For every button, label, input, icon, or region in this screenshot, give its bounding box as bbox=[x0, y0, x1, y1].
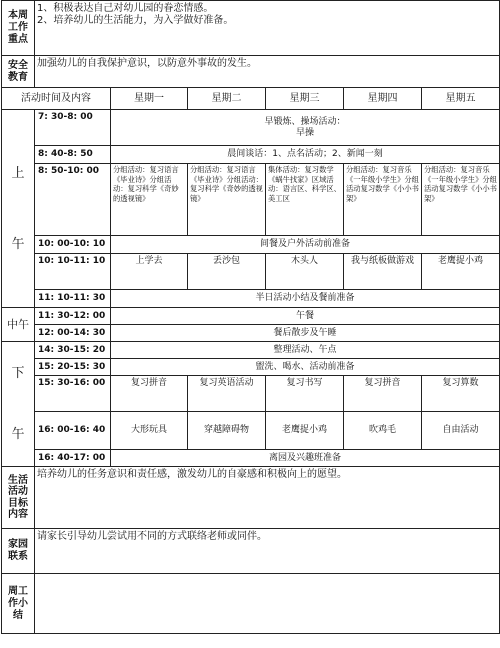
period-morning: 上 午 bbox=[2, 110, 35, 308]
day-header-wed: 星期三 bbox=[266, 88, 344, 110]
time-slot: 11: 10-11: 30 bbox=[35, 290, 111, 308]
review-cell-thu: 复习拼音 bbox=[344, 376, 422, 412]
summary-content bbox=[35, 574, 500, 634]
time-slot: 8: 50-10: 00 bbox=[35, 164, 111, 236]
activity-morning-talk: 晨间谈话：1、点名活动；2、新闻一刻 bbox=[111, 146, 500, 164]
game-cell-tue: 丢沙包 bbox=[188, 254, 266, 290]
schedule-row-4 bbox=[2, 236, 500, 254]
schedule-row-7 bbox=[2, 308, 500, 325]
home-contact-label: 家园 联系 bbox=[2, 529, 35, 574]
safety-row bbox=[2, 56, 500, 88]
day-header-tue: 星期二 bbox=[188, 88, 266, 110]
schedule-row-2 bbox=[2, 146, 500, 164]
activity-morning-exercise: 早锻炼、操场活动： 早操 bbox=[111, 110, 500, 146]
review-cell-fri: 复习算数 bbox=[422, 376, 500, 412]
focus-row bbox=[2, 1, 500, 56]
game-cell-thu: 我与纸板做游戏 bbox=[344, 254, 422, 290]
day-header-thu: 星期四 bbox=[344, 88, 422, 110]
play-cell-wed: 老鹰捉小鸡 bbox=[266, 412, 344, 450]
review-cell-mon: 复习拼音 bbox=[111, 376, 188, 412]
time-slot: 10: 00-10: 10 bbox=[35, 236, 111, 254]
schedule-row-5 bbox=[2, 254, 500, 290]
home-contact-content: 请家长引导幼儿尝试用不同的方式联络老师或同伴。 bbox=[35, 529, 500, 574]
game-cell-wed: 木头人 bbox=[266, 254, 344, 290]
home-contact-row bbox=[2, 529, 500, 574]
activity-cell-tue: 分组活动：复习语言《毕业诗》分组活动：复习科学《奇妙的透视镜》 bbox=[188, 164, 266, 236]
activity-departure: 离园及兴趣班准备 bbox=[111, 450, 500, 467]
schedule-row-13 bbox=[2, 450, 500, 467]
activity-snack-prep: 间餐及户外活动前准备 bbox=[111, 236, 500, 254]
time-slot: 14: 30-15: 20 bbox=[35, 342, 111, 359]
schedule-row-11 bbox=[2, 376, 500, 412]
schedule-row-6 bbox=[2, 290, 500, 308]
time-slot: 11: 30-12: 00 bbox=[35, 308, 111, 325]
activity-wash-prep: 盥洗、喝水、活动前准备 bbox=[111, 359, 500, 376]
focus-content: 1、积极表达自己对幼儿园的眷恋情感。 2、培养幼儿的生活能力，为入学做好准备。 bbox=[35, 1, 500, 56]
review-cell-wed: 复习书写 bbox=[266, 376, 344, 412]
play-cell-tue: 穿越障碍物 bbox=[188, 412, 266, 450]
safety-label: 安全 教育 bbox=[2, 56, 35, 88]
game-cell-mon: 上学去 bbox=[111, 254, 188, 290]
schedule-row-12 bbox=[2, 412, 500, 450]
weekly-plan-table bbox=[1, 0, 500, 634]
focus-label: 本周 工作 重点 bbox=[2, 1, 35, 56]
life-goals-content: 培养幼儿的任务意识和责任感，激发幼儿的自豪感和积极向上的愿望。 bbox=[35, 467, 500, 529]
period-afternoon: 下 午 bbox=[2, 342, 35, 467]
time-slot: 10: 10-11: 10 bbox=[35, 254, 111, 290]
summary-row bbox=[2, 574, 500, 634]
time-slot: 15: 30-16: 00 bbox=[35, 376, 111, 412]
time-slot: 16: 40-17: 00 bbox=[35, 450, 111, 467]
day-header-fri: 星期五 bbox=[422, 88, 500, 110]
review-cell-tue: 复习英语活动 bbox=[188, 376, 266, 412]
day-header-mon: 星期一 bbox=[111, 88, 188, 110]
schedule-row-10 bbox=[2, 359, 500, 376]
time-slot: 12: 00-14: 30 bbox=[35, 325, 111, 342]
activity-cell-mon: 分组活动：复习语言《毕业诗》分组活动：复习科学《奇妙的透视镜》 bbox=[111, 164, 188, 236]
activity-cell-thu: 分组活动：复习音乐《一年级小学生》分组活动复习数学《小小书架》 bbox=[344, 164, 422, 236]
schedule-row-1 bbox=[2, 110, 500, 146]
period-noon: 中午 bbox=[2, 308, 35, 342]
safety-content: 加强幼儿的自我保护意识，以防意外事故的发生。 bbox=[35, 56, 500, 88]
header-row bbox=[2, 88, 500, 110]
play-cell-thu: 吹鸡毛 bbox=[344, 412, 422, 450]
life-goals-label: 生活 活动 目标 内容 bbox=[2, 467, 35, 529]
schedule-row-3 bbox=[2, 164, 500, 236]
activity-half-day-summary: 半日活动小结及餐前准备 bbox=[111, 290, 500, 308]
activity-lunch: 午餐 bbox=[111, 308, 500, 325]
schedule-row-9 bbox=[2, 342, 500, 359]
activity-nap: 餐后散步及午睡 bbox=[111, 325, 500, 342]
time-slot: 16: 00-16: 40 bbox=[35, 412, 111, 450]
time-column-header: 活动时间及内容 bbox=[2, 88, 111, 110]
activity-cell-fri: 分组活动：复习音乐《一年级小学生》分组活动复习数学《小小书架》 bbox=[422, 164, 500, 236]
time-slot: 15: 20-15: 30 bbox=[35, 359, 111, 376]
play-cell-fri: 自由活动 bbox=[422, 412, 500, 450]
schedule-row-8 bbox=[2, 325, 500, 342]
activity-tidy-snack: 整理活动、午点 bbox=[111, 342, 500, 359]
summary-label: 周工 作小 结 bbox=[2, 574, 35, 634]
life-goals-row bbox=[2, 467, 500, 529]
play-cell-mon: 大形玩具 bbox=[111, 412, 188, 450]
time-slot: 7: 30-8: 00 bbox=[35, 110, 111, 146]
activity-cell-wed: 集体活动：复习数学《蜗牛找家》区域活动：语言区、科学区、美工区 bbox=[266, 164, 344, 236]
time-slot: 8: 40-8: 50 bbox=[35, 146, 111, 164]
game-cell-fri: 老鹰捉小鸡 bbox=[422, 254, 500, 290]
